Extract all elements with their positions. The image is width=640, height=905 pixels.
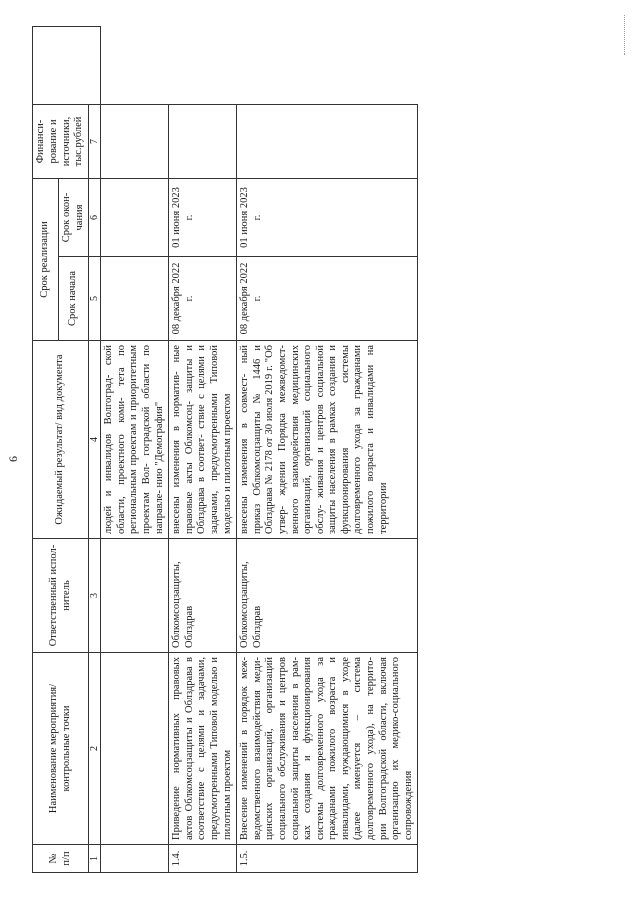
header-row-top (33, 26, 59, 872)
row-start (101, 257, 169, 341)
row-finance (237, 104, 418, 178)
scan-edge-mark (624, 15, 626, 55)
header-finance: Финанси- рование и источники, тыс.рублей (33, 104, 89, 178)
header-executor: Ответственный испол- нитель (33, 539, 89, 653)
row-start: 08 декабря 2022 г. (169, 257, 237, 341)
column-number: 6 (89, 178, 101, 256)
row-name: Внесение изменений в порядок меж- ведомственного взаимодействия меди- цинских организаций, организаций социального обслуживания и центров социальной защиты населения в рам- ках создания и функционирования системы долговременного ухода за гражданами пожилого возраста и инвалидами, нуждающимися в уходе (далее именуется – система долговременного ухода), на террито- рии Волгоградской области, включая организацию их медико-социального сопровождения (237, 653, 418, 845)
header-start: Срок начала (59, 257, 89, 341)
table-row (101, 26, 169, 872)
column-number: 5 (89, 257, 101, 341)
header-period: Срок реализации (33, 178, 59, 340)
extra-empty-column (33, 26, 101, 104)
row-end: 01 июня 2023 г. (237, 178, 418, 256)
column-number-row (89, 26, 101, 872)
column-number: 3 (89, 539, 101, 653)
column-number: 7 (89, 104, 101, 178)
column-number: 2 (89, 653, 101, 845)
row-finance (169, 104, 237, 178)
row-num: 1.4. (169, 845, 237, 873)
header-end: Срок окон- чания (59, 178, 89, 256)
row-result: людей и инвалидов Волгоград- ской области, проектного коми- тета по региональным проектам и приоритетным проектам Вол- гоградской области по направле- нию "Демография" (101, 341, 169, 539)
header-result: Ожидаемый результат/ вид документа (33, 341, 89, 539)
row-executor: Облкомсоцзащиты, Облздрав (237, 539, 418, 653)
row-result: внесены изменения в норматив- ные правовые акты Облкомсоц- защиты и Облздрава в соответ- ствие с целями и задачами, предусмотренными Типовой моделью и пилотным проектом (169, 341, 237, 539)
row-start: 08 декабря 2022 г. (237, 257, 418, 341)
measures-table (32, 26, 418, 873)
column-number: 1 (89, 845, 101, 873)
column-number: 4 (89, 341, 101, 539)
header-name: Наименование мероприятия/ контрольные точки (33, 653, 89, 845)
row-executor: Облкомсоцзащиты, Облздрав (169, 539, 237, 653)
row-name (101, 653, 169, 845)
row-num (101, 845, 169, 873)
row-result: внесены изменения в совмест- ный приказ Облкомсоцзащиты № 1446 и Облздрава № 2178 от 30 июля 2019 г. "Об утвер- ждении Порядка межведомст- венного взаимодействия медицинских организаций, организаций социального обслу- живания и центров социальной защиты населения в рамках создания и функционирования системы долговременного ухода за гражданами пожилого возраста и инвалидами на территории (237, 341, 418, 539)
header-num: № п/п (33, 845, 89, 873)
page-number: 6 (6, 456, 20, 462)
table-row (169, 26, 237, 872)
row-name: Приведение нормативных правовых актов Облкомсоцзащиты и Облздрава в соответствие с целями и задачами, предусмотренными Типовой моделью и пилотным проектом (169, 653, 237, 845)
row-end: 01 июня 2023 г. (169, 178, 237, 256)
row-end (101, 178, 169, 256)
row-executor (101, 539, 169, 653)
table-row (237, 26, 418, 872)
row-num: 1.5. (237, 845, 418, 873)
row-finance (101, 104, 169, 178)
